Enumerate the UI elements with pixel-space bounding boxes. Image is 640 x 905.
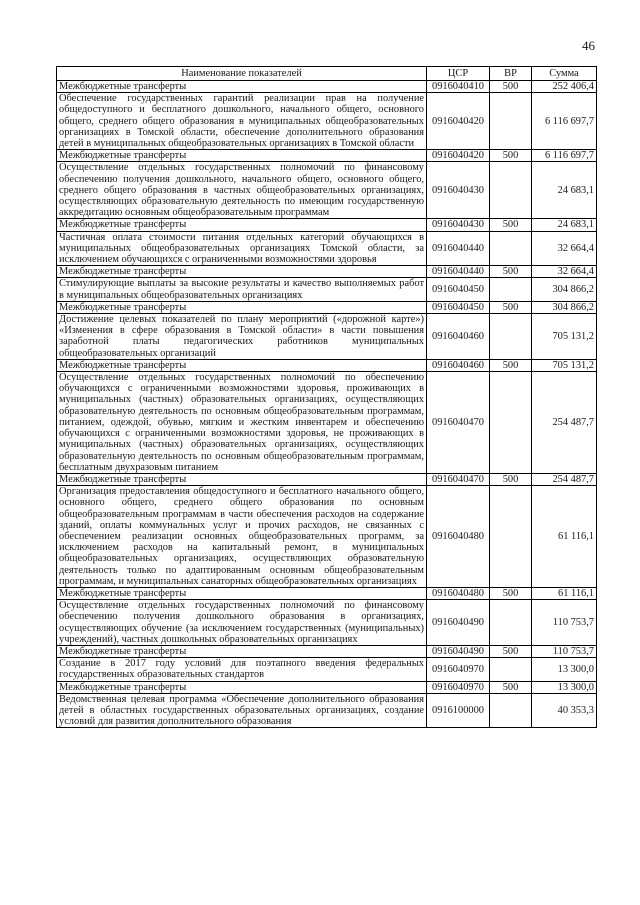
cell-vr: 500 bbox=[490, 587, 532, 599]
table-row bbox=[57, 473, 597, 485]
cell-csr: 0916040440 bbox=[427, 231, 490, 266]
cell-vr: 500 bbox=[490, 359, 532, 371]
cell-name: Частичная оплата стоимости питания отдельных категорий обучающихся в муниципальных общеобразовательных организациях Томской области, за исключением обучающихся с ограниченными возможностями здоровья bbox=[57, 231, 427, 266]
cell-csr: 0916040420 bbox=[427, 93, 490, 150]
table-row bbox=[57, 693, 597, 728]
cell-vr bbox=[490, 278, 532, 301]
cell-name: Межбюджетные трансферты bbox=[57, 81, 427, 93]
table-row bbox=[57, 266, 597, 278]
cell-vr: 500 bbox=[490, 150, 532, 162]
cell-sum: 705 131,2 bbox=[532, 359, 597, 371]
header-name: Наименование показателей bbox=[57, 67, 427, 81]
table-row bbox=[57, 231, 597, 266]
cell-csr: 0916040490 bbox=[427, 645, 490, 657]
cell-vr: 500 bbox=[490, 266, 532, 278]
cell-csr: 0916040460 bbox=[427, 314, 490, 360]
cell-name: Осуществление отдельных государственных полномочий по финансовому обеспечению получения дошкольного, начального общего, основного общего, среднего общего образования в частных общеобразовательных организациях, осуществляющих образовательную деятельность по имеющим государственную аккредитацию основным общеобразовательным программам bbox=[57, 162, 427, 219]
table-row bbox=[57, 150, 597, 162]
cell-sum: 32 664,4 bbox=[532, 231, 597, 266]
cell-vr bbox=[490, 314, 532, 360]
table-row bbox=[57, 587, 597, 599]
cell-sum: 304 866,2 bbox=[532, 301, 597, 313]
cell-vr: 500 bbox=[490, 473, 532, 485]
cell-csr: 0916040490 bbox=[427, 600, 490, 646]
cell-vr bbox=[490, 486, 532, 588]
cell-csr: 0916040480 bbox=[427, 587, 490, 599]
cell-name: Ведомственная целевая программа «Обеспечение дополнительного образования детей в областных государственных образовательных организациях, создание условий для развития дополнительного образования bbox=[57, 693, 427, 728]
cell-csr: 0916040460 bbox=[427, 359, 490, 371]
table-row bbox=[57, 314, 597, 360]
cell-sum: 254 487,7 bbox=[532, 473, 597, 485]
cell-csr: 0916040430 bbox=[427, 162, 490, 219]
table-row bbox=[57, 372, 597, 474]
table-row bbox=[57, 219, 597, 231]
cell-vr: 500 bbox=[490, 645, 532, 657]
cell-sum: 24 683,1 bbox=[532, 162, 597, 219]
cell-csr: 0916040430 bbox=[427, 219, 490, 231]
table-body bbox=[57, 81, 597, 728]
cell-sum: 61 116,1 bbox=[532, 587, 597, 599]
cell-sum: 13 300,0 bbox=[532, 658, 597, 681]
table-row bbox=[57, 681, 597, 693]
cell-sum: 6 116 697,7 bbox=[532, 150, 597, 162]
cell-name: Межбюджетные трансферты bbox=[57, 587, 427, 599]
header-sum: Сумма bbox=[532, 67, 597, 81]
table-row bbox=[57, 81, 597, 93]
cell-name: Достижение целевых показателей по плану мероприятий («дорожной карте») «Изменения в сфере образования в Томской области» в части повышения заработной платы педагогических работников муниципальных общеобразовательных организаций bbox=[57, 314, 427, 360]
table-row bbox=[57, 486, 597, 588]
cell-csr: 0916040450 bbox=[427, 301, 490, 313]
cell-sum: 13 300,0 bbox=[532, 681, 597, 693]
cell-sum: 254 487,7 bbox=[532, 372, 597, 474]
cell-name: Осуществление отдельных государственных полномочий по обеспечению обучающихся с ограниченными возможностями здоровья, проживающих в муниципальных (частных) образовательных организациях, осуществляющих образовательную деятельность по основным общеобразовательным программам, питанием, одеждой, обувью, мягким и жестким инвентарем и обеспечению обучающихся с ограниченными возможностями здоровья, не проживающих в муниципальных (частных) образовательных организациях, осуществляющих образовательную деятельность по основным общеобразовательным программам, бесплатным двухразовым питанием bbox=[57, 372, 427, 474]
cell-vr bbox=[490, 693, 532, 728]
table-row bbox=[57, 278, 597, 301]
budget-table bbox=[56, 66, 597, 728]
cell-sum: 61 116,1 bbox=[532, 486, 597, 588]
cell-sum: 6 116 697,7 bbox=[532, 93, 597, 150]
cell-sum: 110 753,7 bbox=[532, 645, 597, 657]
cell-name: Межбюджетные трансферты bbox=[57, 681, 427, 693]
cell-name: Межбюджетные трансферты bbox=[57, 219, 427, 231]
cell-name: Межбюджетные трансферты bbox=[57, 473, 427, 485]
cell-vr bbox=[490, 600, 532, 646]
cell-name: Межбюджетные трансферты bbox=[57, 266, 427, 278]
table-header-row bbox=[57, 67, 597, 81]
cell-vr bbox=[490, 231, 532, 266]
cell-sum: 24 683,1 bbox=[532, 219, 597, 231]
table-row bbox=[57, 301, 597, 313]
header-vr: ВР bbox=[490, 67, 532, 81]
cell-name: Межбюджетные трансферты bbox=[57, 359, 427, 371]
cell-csr: 0916040480 bbox=[427, 486, 490, 588]
cell-sum: 40 353,3 bbox=[532, 693, 597, 728]
cell-vr bbox=[490, 93, 532, 150]
table-row bbox=[57, 93, 597, 150]
cell-vr: 500 bbox=[490, 301, 532, 313]
table-row bbox=[57, 645, 597, 657]
cell-vr bbox=[490, 658, 532, 681]
cell-name: Межбюджетные трансферты bbox=[57, 150, 427, 162]
cell-name: Обеспечение государственных гарантий реализации прав на получение общедоступного и бесплатного дошкольного, начального общего, основного общего, среднего общего образования в муниципальных общеобразовательных организациях в Томской области, обеспечение дополнительного образования детей в муниципальных общеобразовательных организациях в Томской области bbox=[57, 93, 427, 150]
table-row bbox=[57, 600, 597, 646]
cell-vr: 500 bbox=[490, 219, 532, 231]
table-row bbox=[57, 658, 597, 681]
cell-sum: 705 131,2 bbox=[532, 314, 597, 360]
cell-csr: 0916040420 bbox=[427, 150, 490, 162]
cell-name: Осуществление отдельных государственных полномочий по финансовому обеспечению получения дошкольного образования в организациях, осуществляющих обучение (за исключением государственных (муниципальных) учреждений), частных дошкольных образовательных организациях bbox=[57, 600, 427, 646]
cell-name: Стимулирующие выплаты за высокие результаты и качество выполняемых работ в муниципальных общеобразовательных организациях bbox=[57, 278, 427, 301]
header-csr: ЦСР bbox=[427, 67, 490, 81]
cell-name: Создание в 2017 году условий для поэтапного введения федеральных государственных образовательных стандартов bbox=[57, 658, 427, 681]
cell-vr: 500 bbox=[490, 681, 532, 693]
cell-vr: 500 bbox=[490, 81, 532, 93]
cell-csr: 0916100000 bbox=[427, 693, 490, 728]
cell-csr: 0916040450 bbox=[427, 278, 490, 301]
cell-csr: 0916040470 bbox=[427, 372, 490, 474]
cell-csr: 0916040440 bbox=[427, 266, 490, 278]
cell-sum: 110 753,7 bbox=[532, 600, 597, 646]
cell-sum: 32 664,4 bbox=[532, 266, 597, 278]
table-row bbox=[57, 162, 597, 219]
cell-vr bbox=[490, 162, 532, 219]
cell-name: Организация предоставления общедоступного и бесплатного начального общего, основного общего, среднего общего образования по основным общеобразовательным программам в части обеспечения расходов на содержание зданий, оплаты коммунальных услуг и прочих расходов, не связанных с обеспечением реализации основных общеобразовательных программ, за исключением расходов на капитальный ремонт, в муниципальных общеобразовательных организациях, осуществляющих образовательную деятельность только по адаптированным основным общеобразовательным программам, и муниципальных санаторных общеобразовательных организациях bbox=[57, 486, 427, 588]
cell-sum: 304 866,2 bbox=[532, 278, 597, 301]
cell-csr: 0916040970 bbox=[427, 681, 490, 693]
cell-vr bbox=[490, 372, 532, 474]
cell-csr: 0916040970 bbox=[427, 658, 490, 681]
cell-sum: 252 406,4 bbox=[532, 81, 597, 93]
table-row bbox=[57, 359, 597, 371]
cell-name: Межбюджетные трансферты bbox=[57, 645, 427, 657]
cell-csr: 0916040470 bbox=[427, 473, 490, 485]
cell-name: Межбюджетные трансферты bbox=[57, 301, 427, 313]
page-number: 46 bbox=[582, 38, 595, 53]
cell-csr: 0916040410 bbox=[427, 81, 490, 93]
